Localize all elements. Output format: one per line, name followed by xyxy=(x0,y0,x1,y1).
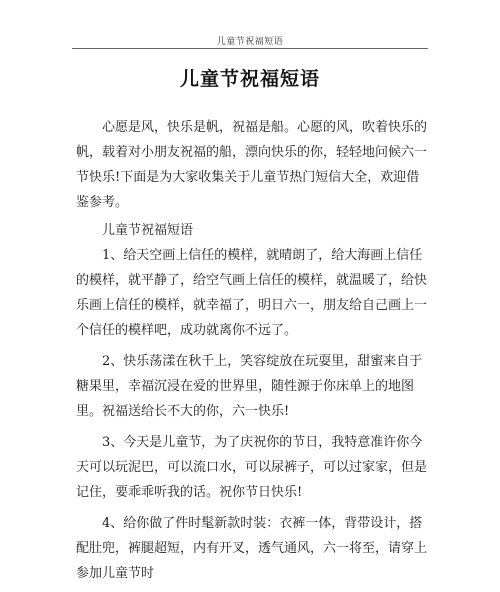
document-title: 儿童节祝福短语 xyxy=(179,68,320,90)
list-item: 3、今天是儿童节，为了庆祝你的节日，我特意准许你今天可以玩泥巴，可以流口水，可以尿裤子，可以过家家，但是记住，要乖乖听我的话。祝你节日快乐! xyxy=(76,435,428,500)
intro-text: 心愿是风，快乐是帆，祝福是船。心愿的风，吹着快乐的帆，载着对小朋友祝福的船，漂向快乐的你，轻轻地问候六一节快乐!下面是为大家收集关于儿童节热门短信大全，欢迎借鉴参考。 xyxy=(76,120,428,210)
list-item: 2、快乐荡漾在秋千上，笑容绽放在玩耍里，甜蜜来自于糖果里，幸福沉浸在爱的世界里，随性源于你床单上的地图里。祝福送给长不大的你，六一快乐! xyxy=(76,354,423,419)
header-divider xyxy=(72,48,428,49)
running-header: 儿童节祝福短语 xyxy=(216,37,284,47)
list-item: 4、给你做了件时髦新款时装：衣裤一体，背带设计，搭配肚兜，裤腿超短，内有开叉，透气通风，六一将至，请穿上参加儿童节时 xyxy=(76,516,428,581)
section-heading: 儿童节祝福短语 xyxy=(102,223,194,238)
blessing-list xyxy=(76,243,428,592)
intro-paragraph xyxy=(76,115,428,215)
list-item: 1、给天空画上信任的模样，就晴朗了，给大海画上信任的模样，就平静了，给空气画上信任的模样，就温暖了，给快乐画上信任的模样，就幸福了，明日六一，朋友给自己画上一个信任的模样吧，成功就离你不远了。 xyxy=(76,248,428,338)
